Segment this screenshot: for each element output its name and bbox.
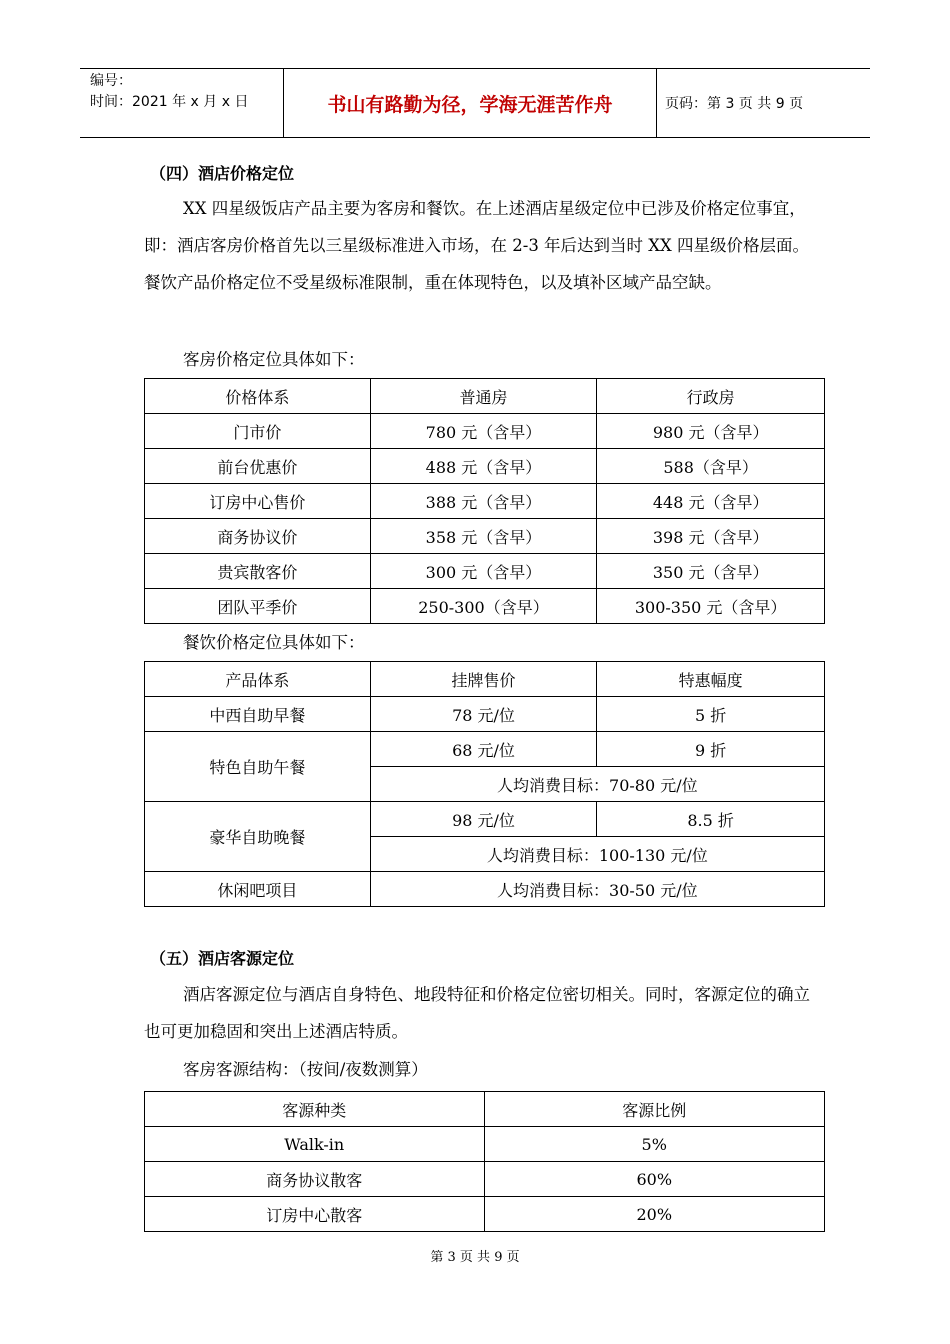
table-cell: 60%: [484, 1162, 825, 1197]
section5-title: （五）酒店客源定位: [150, 949, 295, 968]
table-row: [145, 589, 825, 624]
table-row: [145, 484, 825, 519]
table-cell: 中西自助早餐: [145, 697, 371, 732]
table-cell: 人均消费目标：100-130 元/位: [370, 837, 824, 872]
table-cell: 68 元/位: [370, 732, 597, 767]
table-cell: 98 元/位: [370, 802, 597, 837]
table-cell: 人均消费目标：30-50 元/位: [370, 872, 824, 907]
table-cell: 5 折: [597, 697, 825, 732]
table-cell: 980 元（含早）: [597, 414, 825, 449]
table-cell: 订房中心售价: [145, 484, 371, 519]
table-cell: 贵宾散客价: [145, 554, 371, 589]
header-motto: 书山有路勤为径，学海无涯苦作舟: [284, 69, 657, 137]
header-left-cell: [80, 69, 284, 137]
table-cell: 8.5 折: [597, 802, 825, 837]
table-cell: 488 元（含早）: [370, 449, 597, 484]
table-cell: 特色自助午餐: [145, 732, 371, 802]
table-cell: 20%: [484, 1197, 825, 1232]
guest-source-table: [144, 1091, 825, 1232]
table-cell: 388 元（含早）: [370, 484, 597, 519]
header-cell: 普通房: [370, 379, 597, 414]
header-cell: 行政房: [597, 379, 825, 414]
source-structure-caption: 客房客源结构：（按间/夜数测算）: [183, 1060, 428, 1079]
table-cell: 448 元（含早）: [597, 484, 825, 519]
section4-title: （四）酒店价格定位: [150, 164, 295, 183]
header-cell: 客源比例: [484, 1092, 825, 1127]
table-row: [145, 697, 825, 732]
food-price-table: [144, 661, 825, 907]
table-row: [145, 1127, 825, 1162]
table-cell: 250-300（含早）: [370, 589, 597, 624]
table-cell: 订房中心散客: [145, 1197, 485, 1232]
header-cell: 特惠幅度: [597, 662, 825, 697]
table-cell: 5%: [484, 1127, 825, 1162]
table-cell: 350 元（含早）: [597, 554, 825, 589]
table-cell: 休闲吧项目: [145, 872, 371, 907]
table-cell: 商务协议散客: [145, 1162, 485, 1197]
header-page-label: 页码：第 3 页 共 9 页: [665, 96, 804, 112]
table-row: [145, 414, 825, 449]
page-header: [80, 68, 870, 138]
table-row: [145, 554, 825, 589]
table-cell: 前台优惠价: [145, 449, 371, 484]
table-cell: 398 元（含早）: [597, 519, 825, 554]
table-cell: 9 折: [597, 732, 825, 767]
table-row: [145, 872, 825, 907]
table-cell: 358 元（含早）: [370, 519, 597, 554]
table-cell: 300-350 元（含早）: [597, 589, 825, 624]
table-cell: 780 元（含早）: [370, 414, 597, 449]
section4-paragraph: XX 四星级饭店产品主要为客房和餐饮。在上述酒店星级定位中已涉及价格定位事宜，即：酒店客房价格首先以三星级标准进入市场，在 2-3 年后达到当时 XX 四星级价格层面。餐饮产品价格定位不受星级标准限制，重在体现特色，以及填补区域产品空缺。: [144, 199, 810, 292]
header-cell: 挂牌售价: [370, 662, 597, 697]
table-cell: Walk-in: [145, 1127, 485, 1162]
table-cell: 588（含早）: [597, 449, 825, 484]
header-cell: 客源种类: [145, 1092, 485, 1127]
header-time-label: 时间：2021 年 x 月 x 日: [90, 94, 249, 110]
table-cell: 78 元/位: [370, 697, 597, 732]
table-cell: 商务协议价: [145, 519, 371, 554]
table-row: [145, 802, 825, 837]
table-header-row: [145, 662, 825, 697]
table-row: [145, 732, 825, 767]
food-price-caption: 餐饮价格定位具体如下：: [183, 633, 365, 652]
table-row: [145, 449, 825, 484]
table-cell: 豪华自助晚餐: [145, 802, 371, 872]
room-price-table: [144, 378, 825, 624]
table-cell: 门市价: [145, 414, 371, 449]
table-header-row: [145, 1092, 825, 1127]
table-row: [145, 1197, 825, 1232]
table-cell: 人均消费目标：70-80 元/位: [370, 767, 824, 802]
table-row: [145, 519, 825, 554]
table-cell: 团队平季价: [145, 589, 371, 624]
page-footer: 第 3 页 共 9 页: [430, 1250, 520, 1265]
header-number-label: 编号：: [90, 73, 132, 89]
table-header-row: [145, 379, 825, 414]
header-cell: 价格体系: [145, 379, 371, 414]
table-row: [145, 1162, 825, 1197]
table-cell: 300 元（含早）: [370, 554, 597, 589]
section5-paragraph: 酒店客源定位与酒店自身特色、地段特征和价格定位密切相关。同时，客源定位的确立也可更加稳固和突出上述酒店特质。: [144, 985, 810, 1041]
room-price-caption: 客房价格定位具体如下：: [183, 350, 365, 369]
header-cell: 产品体系: [145, 662, 371, 697]
